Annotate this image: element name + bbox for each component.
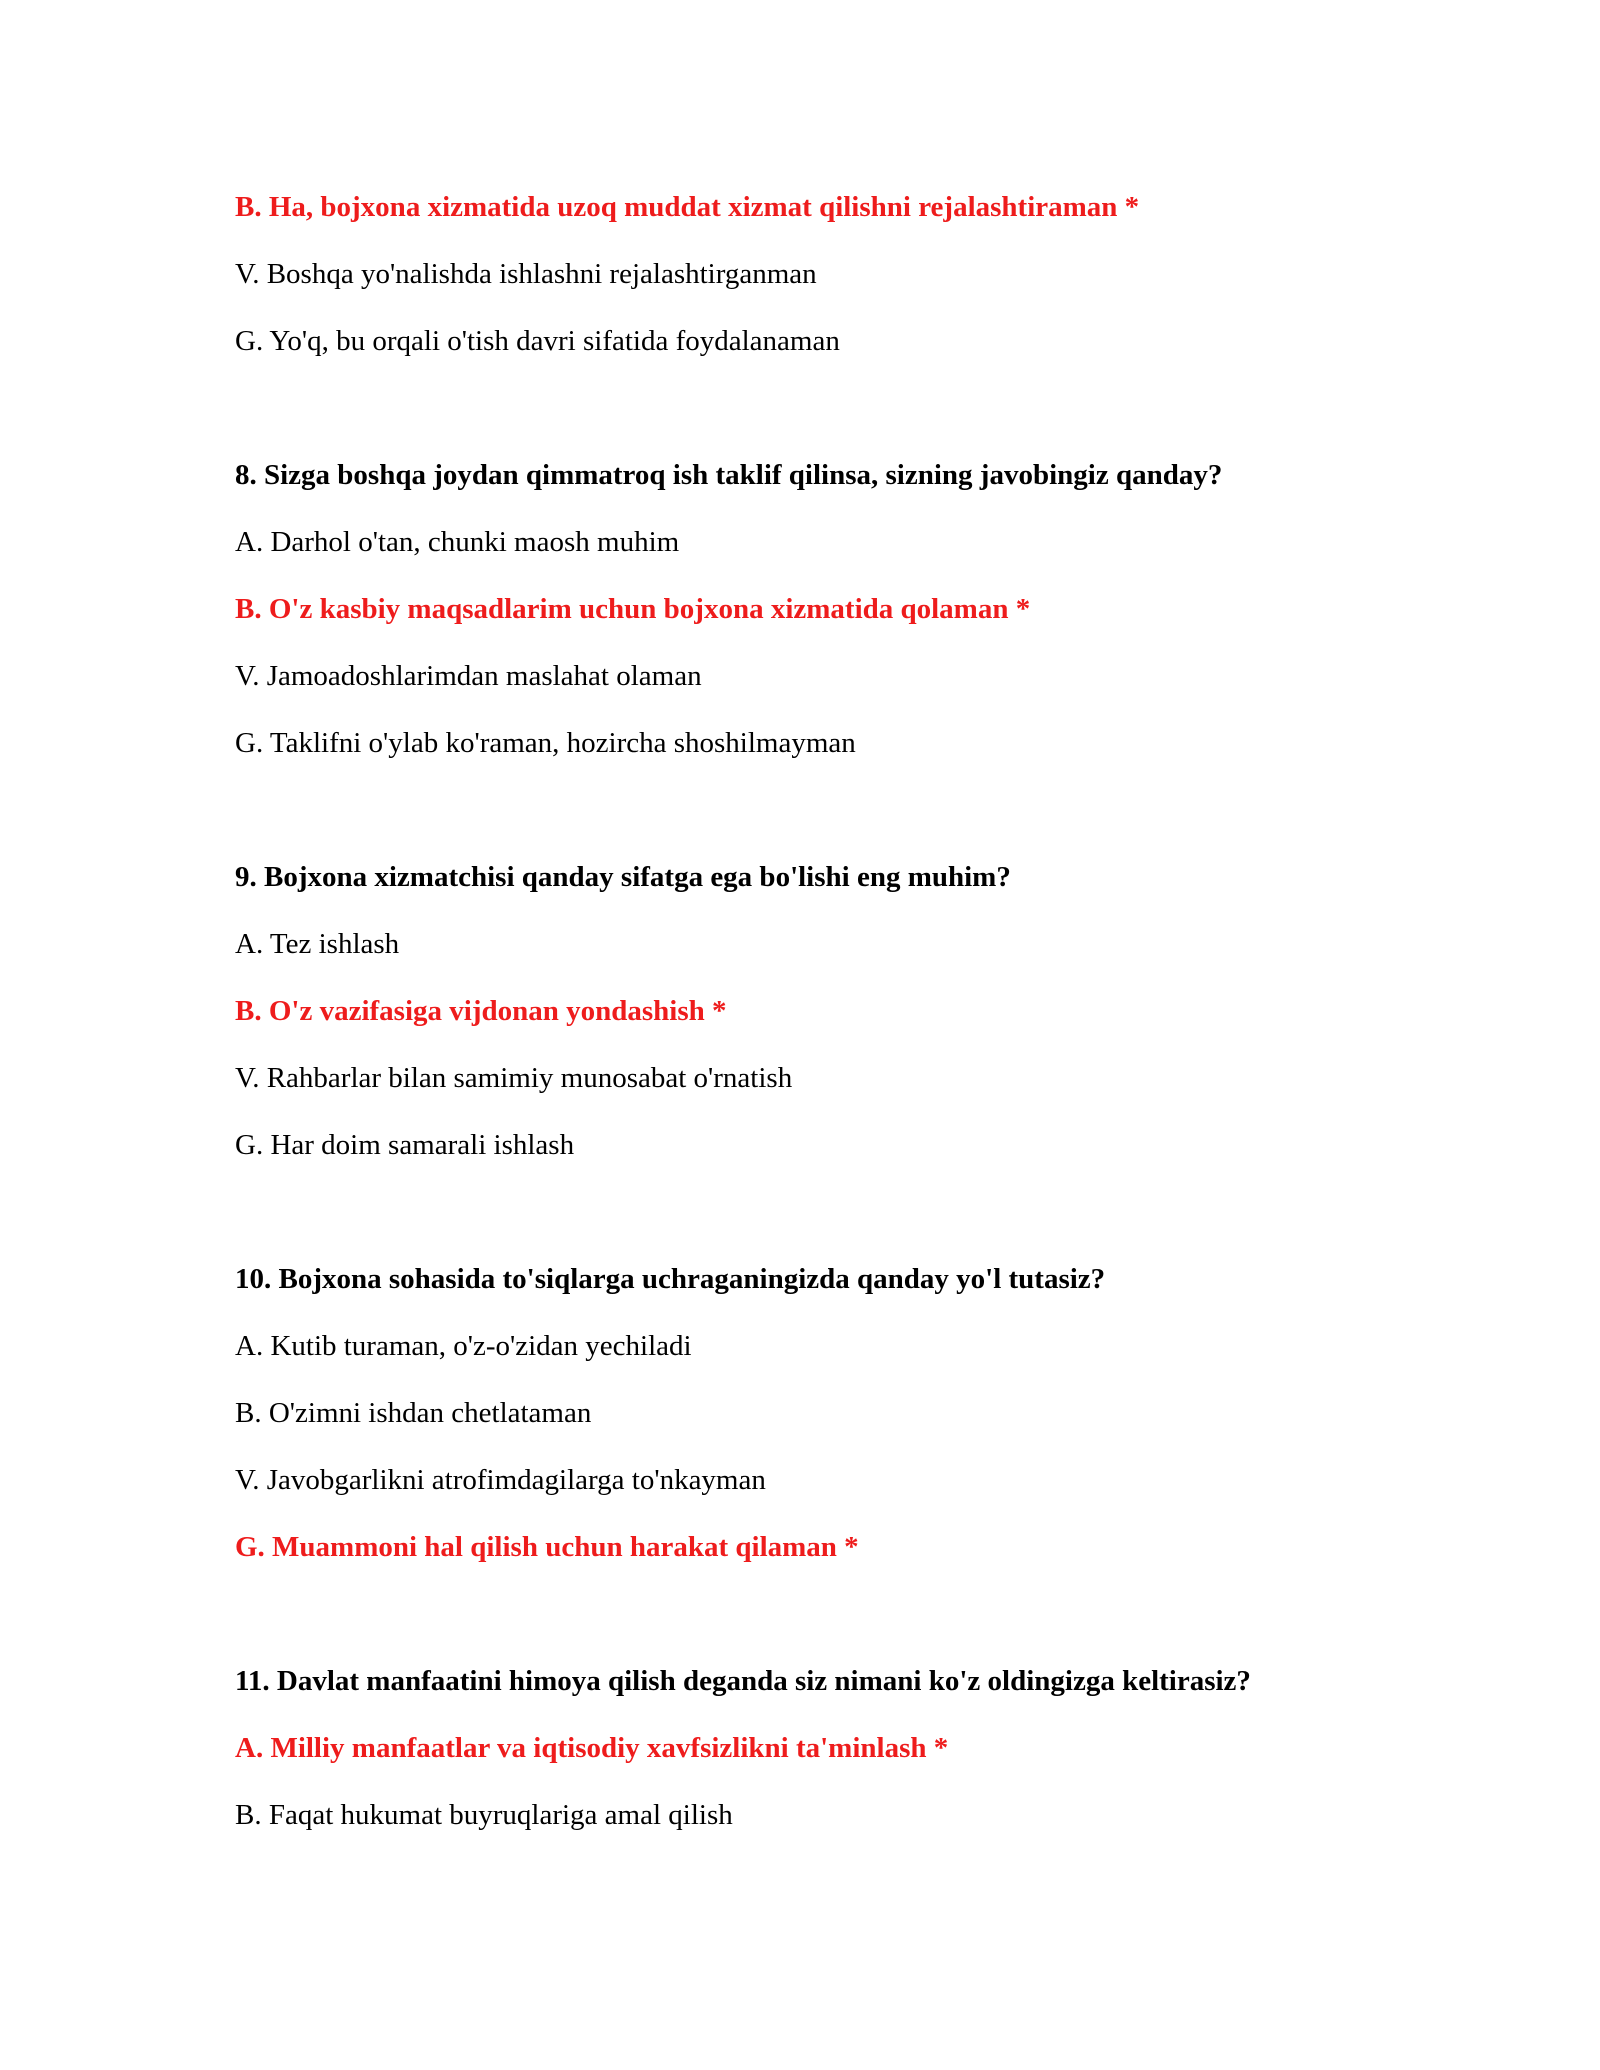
answer-option: A. Kutib turaman, o'z-o'zidan yechiladi — [235, 1330, 692, 1362]
question-heading: 9. Bojxona xizmatchisi qanday sifatga ega bo'lishi eng muhim? — [235, 861, 1011, 893]
question-heading: 8. Sizga boshqa joydan qimmatroq ish taklif qilinsa, sizning javobingiz qanday? — [235, 459, 1223, 491]
answer-option: V. Jamoadoshlarimdan maslahat olaman — [235, 660, 702, 692]
question-heading: 11. Davlat manfaatini himoya qilish deganda siz nimani ko'z oldingizga keltirasiz? — [235, 1665, 1251, 1697]
answer-option: V. Rahbarlar bilan samimiy munosabat o'rnatish — [235, 1062, 793, 1094]
answer-option: A. Darhol o'tan, chunki maosh muhim — [235, 526, 680, 558]
answer-option: B. O'zimni ishdan chetlataman — [235, 1397, 592, 1429]
answer-option-correct: B. Ha, bojxona xizmatida uzoq muddat xizmat qilishni rejalashtiraman * — [235, 191, 1140, 223]
answer-option: B. Faqat hukumat buyruqlariga amal qilish — [235, 1799, 733, 1831]
answer-option: G. Har doim samarali ishlash — [235, 1129, 575, 1161]
answer-option: A. Tez ishlash — [235, 928, 400, 960]
answer-option: G. Yo'q, bu orqali o'tish davri sifatida foydalanaman — [235, 325, 840, 357]
answer-option: G. Taklifni o'ylab ko'raman, hozircha shoshilmayman — [235, 727, 856, 759]
answer-option: V. Boshqa yo'nalishda ishlashni rejalashtirganman — [235, 258, 817, 290]
answer-option: V. Javobgarlikni atrofimdagilarga to'nkayman — [235, 1464, 766, 1496]
answer-option-correct: B. O'z vazifasiga vijdonan yondashish * — [235, 995, 727, 1027]
answer-option-correct: A. Milliy manfaatlar va iqtisodiy xavfsizlikni ta'minlash * — [235, 1732, 949, 1764]
question-heading: 10. Bojxona sohasida to'siqlarga uchraganingizda qanday yo'l tutasiz? — [235, 1263, 1106, 1295]
answer-option-correct: G. Muammoni hal qilish uchun harakat qilaman * — [235, 1531, 859, 1563]
answer-option-correct: B. O'z kasbiy maqsadlarim uchun bojxona xizmatida qolaman * — [235, 593, 1031, 625]
